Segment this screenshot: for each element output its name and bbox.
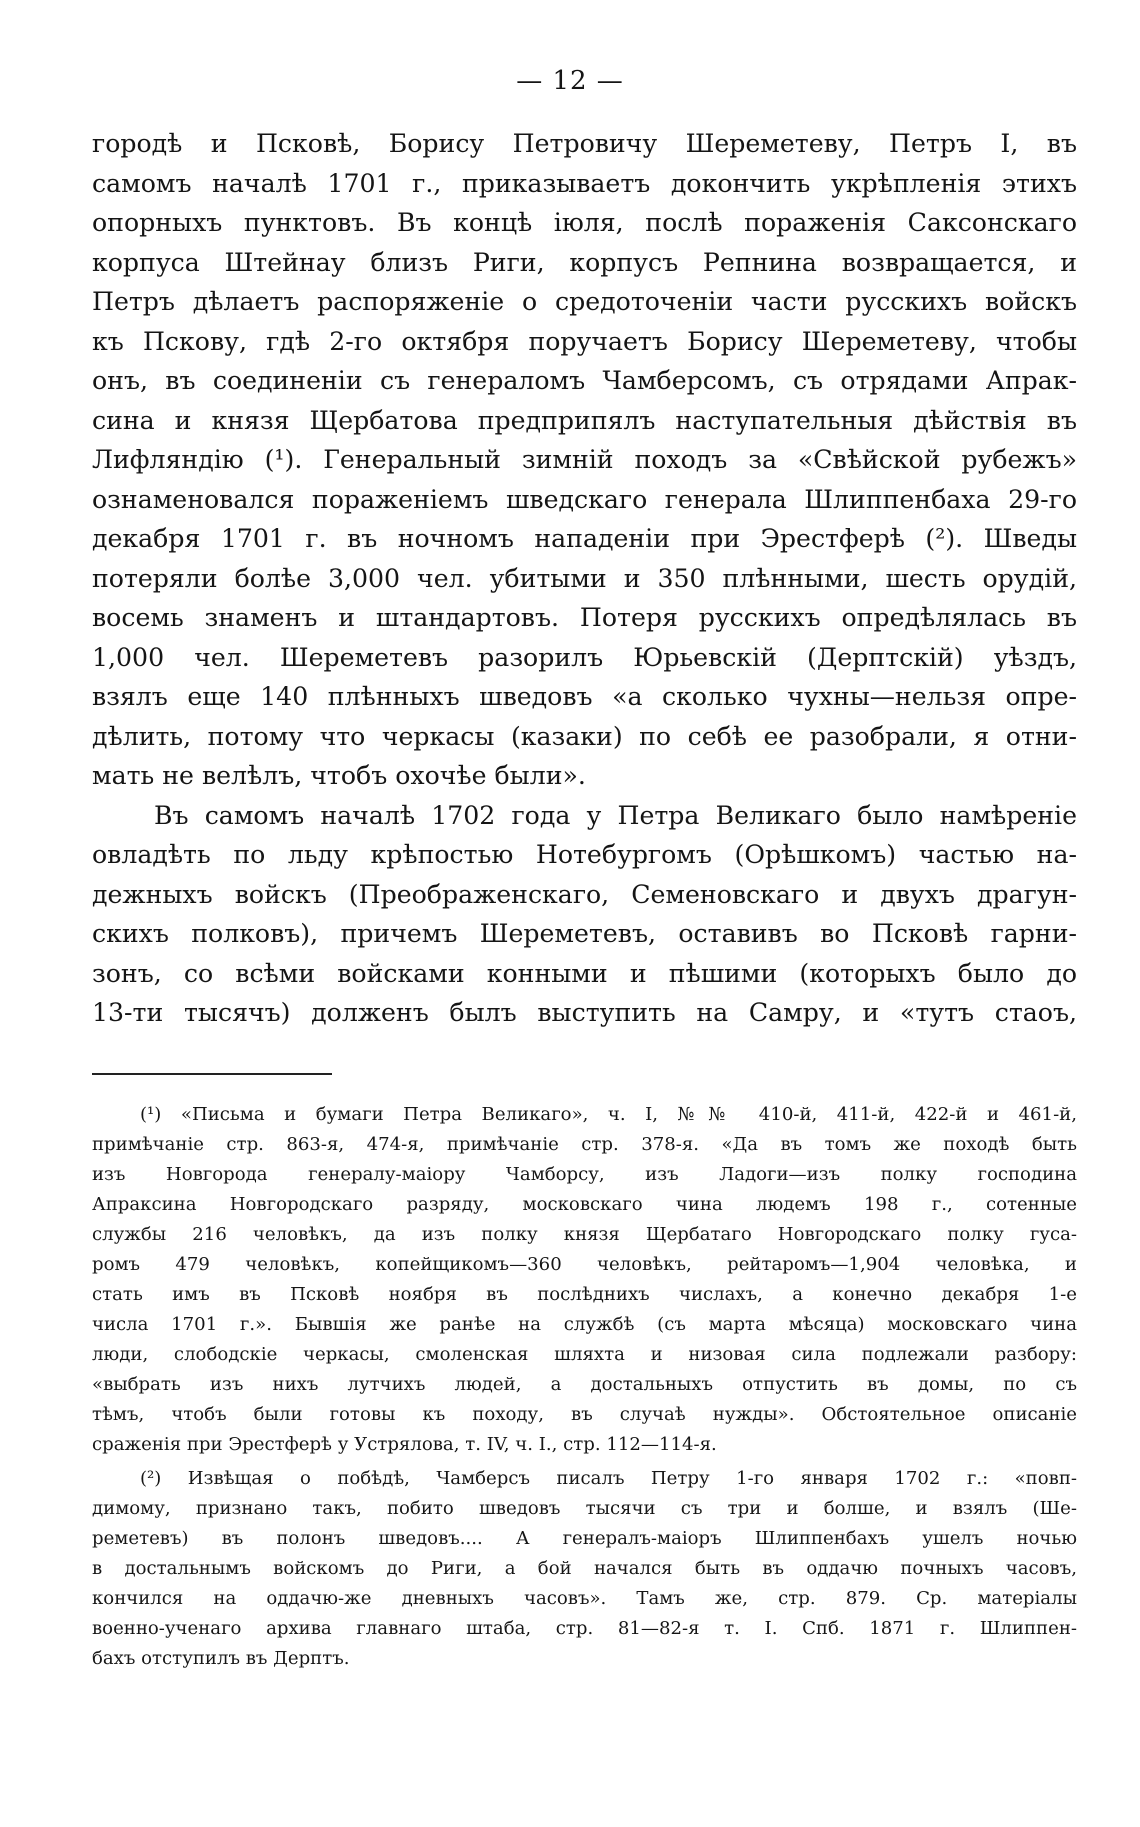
footnotes	[92, 1100, 1077, 1674]
text-line: Лифляндію (¹). Генеральный зимній походъ за «Свѣйской рубежъ»	[92, 445, 1077, 474]
text-line: мать не велѣлъ, чтобъ охочѣе были».	[92, 761, 586, 790]
text-line: сина и князя Щербатова предприпялъ наступательныя дѣйствія въ	[92, 405, 1077, 435]
footnote-line: люди, слободскіе черкасы, смоленская шляхта и низовая сила подлежали разбору:	[92, 1344, 1077, 1365]
text-line: восемь знаменъ и штандартовъ. Потеря русскихъ опредѣлялась въ	[92, 603, 1077, 632]
text-line: взялъ еще 140 плѣнныхъ шведовъ «а сколько чухны—нельзя опре-	[92, 682, 1077, 711]
main-text	[92, 124, 1077, 1033]
footnote-line: (²) Извѣщая о побѣдѣ, Чамберсъ писалъ Петру 1-го января 1702 г.: «повп-	[140, 1468, 1077, 1489]
footnote-line: числа 1701 г.». Бывшія же ранѣе на службѣ (съ марта мѣсяца) московскаго чина	[92, 1314, 1077, 1335]
footnote-line: кончился на оддачю-же дневныхъ часовъ». Тамъ же, стр. 879. Ср. матеріалы	[92, 1588, 1077, 1609]
text-line: дѣлить, потому что черкасы (казаки) по себѣ ее разобрали, я отни-	[92, 721, 1077, 751]
text-line: дежныхъ войскъ (Преображенскаго, Семеновскаго и двухъ драгун-	[92, 879, 1077, 909]
footnote-1	[92, 1100, 1077, 1460]
footnote-line: службы 216 человѣкъ, да изъ полку князя Щербатаго Новгородскаго полку гуса-	[92, 1224, 1077, 1245]
text-line: декабря 1701 г. въ ночномъ нападеніи при Эрестферѣ (²). Шведы	[92, 524, 1077, 553]
text-line: скихъ полковъ), причемъ Шереметевъ, оставивъ во Псковѣ гарни-	[92, 919, 1077, 948]
text-line: зонъ, со всѣми войсками конными и пѣшими (которыхъ было до	[92, 958, 1077, 988]
text-line: ознаменовался пораженіемъ шведскаго генерала Шлиппенбаха 29-го	[92, 484, 1077, 514]
footnote-line: бахъ отступилъ въ Дерптъ.	[92, 1648, 350, 1669]
footnote-line: военно-ученаго архива главнаго штаба, стр. 81—82-я т. I. Спб. 1871 г. Шлиппен-	[92, 1618, 1077, 1639]
text-line: городѣ и Псковѣ, Борису Петровичу Шереметеву, Петръ I, въ	[92, 129, 1077, 158]
footnote-line: стать имъ въ Псковѣ ноября въ послѣднихъ числахъ, а конечно декабря 1-е	[92, 1284, 1077, 1305]
footnote-line: (¹) «Письма и бумаги Петра Великаго», ч. I, №№ 410-й, 411-й, 422-й и 461-й,	[140, 1104, 1077, 1125]
footnote-2	[92, 1464, 1077, 1674]
text-line: 13-ти тысячъ) долженъ былъ выступить на Самру, и «тутъ стаоъ,	[92, 998, 1077, 1027]
footnote-line: в достальнымъ войскомъ до Риги, а бой начался быть въ оддачю почныхъ часовъ,	[92, 1558, 1077, 1579]
page-number: — 12 —	[516, 66, 624, 96]
text-line: опорныхъ пунктовъ. Въ концѣ іюля, послѣ пораженія Саксонскаго	[92, 208, 1077, 237]
text-line: 1,000 чел. Шереметевъ разорилъ Юрьевскій (Дерптскій) уѣздъ,	[92, 642, 1077, 672]
footnote-divider	[92, 1073, 332, 1075]
footnote-line: тѣмъ, чтобъ были готовы къ походу, въ случаѣ нужды». Обстоятельное описаніе	[92, 1404, 1077, 1425]
text-line: овладѣть по льду крѣпостью Нотебургомъ (Орѣшкомъ) частью на-	[92, 840, 1077, 869]
text-line: Петръ дѣлаетъ распоряженіе о средоточеніи части русскихъ войскъ	[92, 287, 1077, 316]
text-line: самомъ началѣ 1701 г., приказываетъ докончить укрѣпленія этихъ	[92, 168, 1077, 198]
footnote-line: реметевъ) въ полонъ шведовъ.... А генералъ-маіоръ Шлиппенбахъ ушелъ ночью	[92, 1528, 1077, 1549]
footnote-line: изъ Новгорода генералу-маіору Чамборсу, изъ Ладоги—изъ полку господина	[92, 1164, 1077, 1185]
footnote-line: Апраксина Новгородскаго разряду, московскаго чина людемъ 198 г., сотенные	[92, 1194, 1077, 1215]
text-line: потеряли болѣе 3,000 чел. убитыми и 350 плѣнными, шесть орудій,	[92, 563, 1077, 593]
footnote-line: ромъ 479 человѣкъ, копейщикомъ—360 человѣкъ, рейтаромъ—1,904 человѣка, и	[92, 1254, 1077, 1275]
footnote-line: сраженія при Эрестферѣ у Устрялова, т. IV, ч. I., стр. 112—114-я.	[92, 1434, 717, 1455]
paragraph-start-line: Въ самомъ началѣ 1702 года у Петра Великаго было намѣреніе	[154, 800, 1077, 830]
text-line: къ Пскову, гдѣ 2-го октября поручаетъ Борису Шереметеву, чтобы	[92, 326, 1077, 356]
footnote-line: димому, признано такъ, побито шведовъ тысячи съ три и болше, и взялъ (Ше-	[92, 1498, 1077, 1519]
text-line: онъ, въ соединеніи съ генераломъ Чамберсомъ, съ отрядами Апрак-	[92, 366, 1077, 395]
footnote-line: «выбрать изъ нихъ лутчихъ людей, а достальныхъ отпустить въ домы, по съ	[92, 1374, 1077, 1395]
text-line: корпуса Штейнау близъ Риги, корпусъ Репнина возвращается, и	[92, 247, 1077, 277]
footnote-line: примѣчаніе стр. 863-я, 474-я, примѣчаніе стр. 378-я. «Да въ томъ же походѣ быть	[92, 1134, 1077, 1155]
